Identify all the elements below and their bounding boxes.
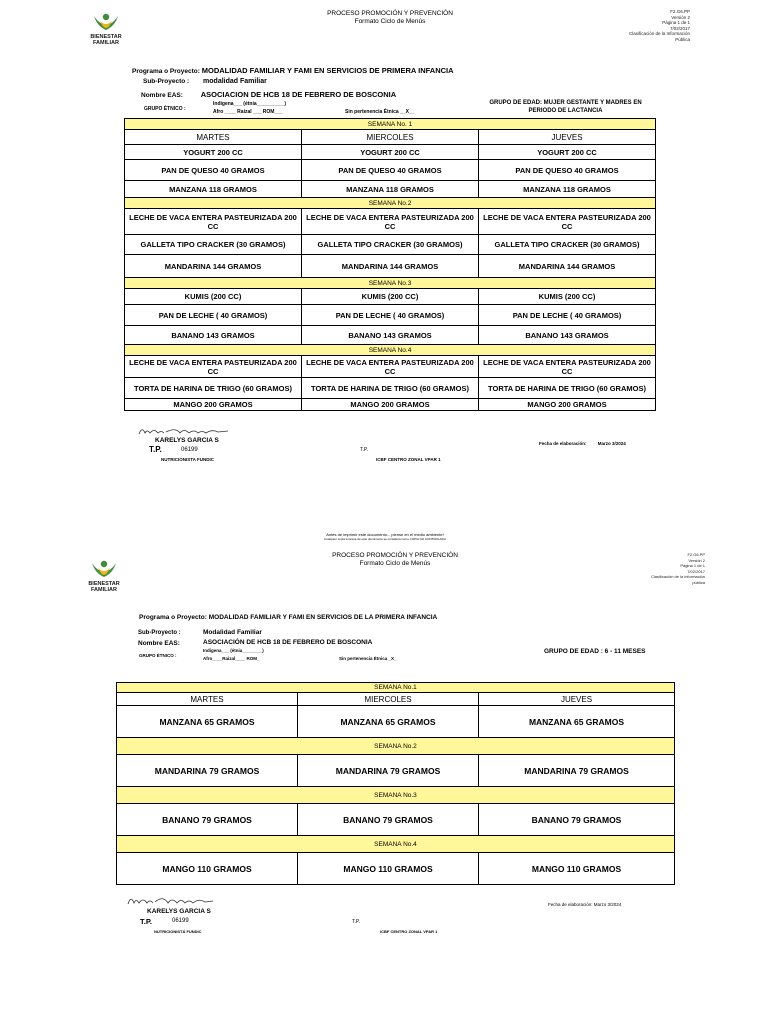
week-row [117,787,675,804]
signer-name: KARELYS GARCIA S [147,908,211,915]
menu-cell: BANANO 143 GRAMOS [125,326,302,345]
signer-name: KARELYS GARCIA S [155,437,219,444]
menu-cell: MANDARINA 79 GRAMOS [298,755,479,787]
doc-date: 7/02/2017 [687,568,705,574]
subproyecto-label: Sub-Proyecto : [143,78,190,85]
programa-label: Programa o Proyecto: [132,68,200,75]
day-header: JUEVES [479,693,675,706]
week-label: SEMANA No. 1 [125,119,656,130]
print-note [300,532,470,542]
header-title: PROCESO PROMOCIÓN Y PREVENCIÓN [327,10,453,17]
office: ICBF CENTRO ZONAL VPAR 1 [376,457,441,462]
week-row [117,836,675,853]
table-row [117,706,675,738]
tp-value: 06199 [172,918,189,924]
week-row [117,683,675,693]
menu-cell: LECHE DE VACA ENTERA PASTEURIZADA 200 CC [125,209,302,235]
menu-cell: YOGURT 200 CC [302,145,479,160]
etnico-label: GRUPO ÉTNICO : [139,653,177,658]
table-row [125,289,656,305]
menu-cell: LECHE DE VACA ENTERA PASTEURIZADA 200 CC [302,356,479,378]
doc-meta [570,9,690,42]
tp-label: T.P. [140,917,152,926]
table-row [125,305,656,326]
menu-cell: MANGO 200 GRAMOS [302,399,479,411]
header [295,552,495,568]
etnico-line2: Afro____Raizal____ ROM_ [203,656,260,661]
menu-cell: YOGURT 200 CC [125,145,302,160]
tp2-label: T.P. [352,919,360,925]
logo-line1: BIENESTAR [88,581,120,587]
fecha-elaboracion: Fecha de elaboración: Marzo 3/2024 [548,902,622,907]
signer-role: NUTRICIONISTÁ FUNDIC [154,929,202,934]
doc-page: Página 1 de 1 [662,20,690,25]
menu-cell: BANANO 143 GRAMOS [479,326,656,345]
signature [125,893,215,909]
week-row [125,119,656,130]
day-header: MARTES [117,693,298,706]
signer-role: NUTRICIONISTA FUNDIC [161,457,214,462]
menu-cell: BANANO 79 GRAMOS [117,804,298,836]
week-row [125,198,656,209]
menu-cell: MANDARINA 79 GRAMOS [117,755,298,787]
print-note-line1: Antes de imprimir este documento... piense en el medio ambiente! [326,532,444,537]
menu-cell: LECHE DE VACA ENTERA PASTEURIZADA 200 CC [479,209,656,235]
doc-code: F2.G6.PP [687,552,705,557]
doc-code: F2.G6.PP [670,9,690,14]
programa-row [132,66,454,75]
eas-value: ASOCIACION DE HCB 18 DE FEBRERO DE BOSCONIA [200,90,397,99]
sin-pertenencia: Sin pertenencia Étnica _X_ [339,656,397,661]
day-header: MIERCOLES [302,130,479,145]
menu-cell: PAN DE QUESO 40 GRAMOS [302,160,479,181]
menu-cell: MANGO 200 GRAMOS [125,399,302,411]
sin-pertenencia: Sin pertenencia Étnica __X__ [345,109,415,115]
signature [136,424,232,438]
menu-cell: MANZANA 65 GRAMOS [298,706,479,738]
subproyecto-value: Modalidad Familiar [203,629,262,636]
menu-cell: PAN DE QUESO 40 GRAMOS [479,160,656,181]
programa-row [139,614,437,621]
header-subtitle: Formato Ciclo de Menús [359,560,431,567]
menu-cell: KUMIS (200 CC) [302,289,479,305]
menu-cell: PAN DE LECHE ( 40 GRAMOS) [125,305,302,326]
week-label: SEMANA No.1 [117,683,675,693]
day-header-row [125,130,656,145]
etnico-label: GRUPO ÉTNICO : [144,106,186,112]
programa-label: Programa o Proyecto: [139,614,207,621]
subproyecto-value: modalidad Familiar [203,78,267,85]
menu-cell: GALLETA TIPO CRACKER (30 GRAMOS) [302,235,479,255]
table-row [125,160,656,181]
week-row [117,738,675,755]
subproyecto-row [143,78,267,85]
table-row [125,356,656,378]
week-label: SEMANA No.2 [117,738,675,755]
week-label: SEMANA No.3 [117,787,675,804]
table-row [125,378,656,399]
menu-cell: TORTA DE HARINA DE TRIGO (60 GRAMOS) [125,378,302,399]
menu-cell: MANZANA 65 GRAMOS [479,706,675,738]
doc-classification-label: Clasificación de la información [650,574,705,579]
day-header: MIERCOLES [298,693,479,706]
eas-label: Nombre EAS: [138,640,180,647]
doc-meta [585,552,705,585]
week-label: SEMANA No.2 [125,198,656,209]
menu-table [124,118,656,411]
menu-cell: KUMIS (200 CC) [125,289,302,305]
menu-cell: PAN DE LECHE ( 40 GRAMOS) [302,305,479,326]
doc-version: Versión 2 [688,557,705,563]
menu-cell: KUMIS (200 CC) [479,289,656,305]
logo-line2: FAMILIAR [93,40,119,46]
table-row [125,399,656,411]
bienestar-familiar-logo-icon [89,559,119,581]
logo-line1: BIENESTAR [90,34,122,40]
menu-cell: MANDARINA 79 GRAMOS [479,755,675,787]
header-title: PROCESO PROMOCIÓN Y PREVENCIÓN [332,552,458,559]
menu-cell: LECHE DE VACA ENTERA PASTEURIZADA 200 CC [302,209,479,235]
tp2-label: T.P. [360,447,368,453]
tp-value: 06199 [181,447,198,453]
day-header: JUEVES [479,130,656,145]
menu-table [116,682,675,885]
doc-version: Versión 2 [671,14,690,20]
week-row [125,345,656,356]
etnico-line1: Indigena___ (étnia________) [203,648,264,653]
table-row [125,209,656,235]
doc-page: Página 1 de 1 [680,563,705,568]
menu-cell: LECHE DE VACA ENTERA PASTEURIZADA 200 CC [479,356,656,378]
table-row [125,235,656,255]
etnico-line1: Indigena___ (étnia__________) [213,101,287,107]
programa-value: MODALIDAD FAMILIAR Y FAMI EN SERVICIOS DE PRIMERA INFANCIA [201,66,454,75]
eas-row [141,90,396,99]
header [290,10,490,26]
day-header-row [117,693,675,706]
fecha-value: Marzo 3/2024 [597,441,626,446]
menu-cell: MANZANA 118 GRAMOS [302,181,479,198]
tp-label: T.P. [149,445,162,454]
doc-classification-value: pública [692,579,705,585]
table-row [117,804,675,836]
fecha-elaboracion [539,441,626,446]
week-label: SEMANA No.4 [125,345,656,356]
menu-cell: MANGO 110 GRAMOS [117,853,298,885]
fecha-label: Fecha de elaboración: [539,441,587,446]
week-row [125,278,656,289]
menu-cell: MANZANA 65 GRAMOS [117,706,298,738]
table-row [117,755,675,787]
logo [82,559,126,593]
menu-cell: MANGO 110 GRAMOS [298,853,479,885]
bienestar-familiar-logo-icon [91,12,121,34]
week-label: SEMANA No.3 [125,278,656,289]
eas-label: Nombre EAS: [141,92,183,99]
menu-cell: MANDARINA 144 GRAMOS [479,255,656,278]
menu-cell: BANANO 79 GRAMOS [298,804,479,836]
etnico-line2: Afro ____ Raizal ___ ROM___ [213,109,283,115]
office: ICBF CENTRO ZONAL VPAR 1 [380,929,438,934]
table-row [125,145,656,160]
eas-value: ASOCIACIÓN DE HCB 18 DE FEBRERO DE BOSCONIA [203,639,373,646]
day-header: MARTES [125,130,302,145]
menu-cell: TORTA DE HARINA DE TRIGO (60 GRAMOS) [479,378,656,399]
menu-cell: MANZANA 118 GRAMOS [125,181,302,198]
menu-cell: MANGO 200 GRAMOS [479,399,656,411]
menu-cell: GALLETA TIPO CRACKER (30 GRAMOS) [479,235,656,255]
menu-cell: LECHE DE VACA ENTERA PASTEURIZADA 200 CC [125,356,302,378]
logo [84,12,128,46]
menu-cell: GALLETA TIPO CRACKER (30 GRAMOS) [125,235,302,255]
menu-cell: TORTA DE HARINA DE TRIGO (60 GRAMOS) [302,378,479,399]
menu-cell: PAN DE QUESO 40 GRAMOS [125,160,302,181]
week-label: SEMANA No.4 [117,836,675,853]
subproyecto-label: Sub-Proyecto : [138,630,181,636]
table-row [117,853,675,885]
menu-cell: MANDARINA 144 GRAMOS [302,255,479,278]
header-subtitle: Formato Ciclo de Menús [354,18,426,25]
table-row [125,326,656,345]
menu-cell: PAN DE LECHE ( 40 GRAMOS) [479,305,656,326]
menu-cell: MANDARINA 144 GRAMOS [125,255,302,278]
table-row [125,255,656,278]
programa-value: MODALIDAD FAMILIAR Y FAMI EN SERVICIOS DE LA PRIMERA INFANCIA [208,614,438,621]
menu-cell: MANZANA 118 GRAMOS [479,181,656,198]
doc-date: 7/02/2017 [669,25,690,31]
grupo-edad: GRUPO DE EDAD : 6 - 11 MESES [544,648,646,655]
menu-cell: MANGO 110 GRAMOS [479,853,675,885]
doc-classification-value: Pública [675,36,690,42]
table-row [125,181,656,198]
grupo-edad: GRUPO DE EDAD: MUJER GESTANTE Y MADRES EN PERIODO DE LACTANCIA [489,100,642,114]
menu-cell: BANANO 79 GRAMOS [479,804,675,836]
doc-classification-label: Clasificación de la Información [628,31,690,36]
print-note-line2: Cualquier copia impresa de este documento se considera como COPIA NO CONTROLADA [324,537,446,541]
menu-cell: BANANO 143 GRAMOS [302,326,479,345]
logo-line2: FAMILIAR [91,587,117,593]
menu-cell: YOGURT 200 CC [479,145,656,160]
